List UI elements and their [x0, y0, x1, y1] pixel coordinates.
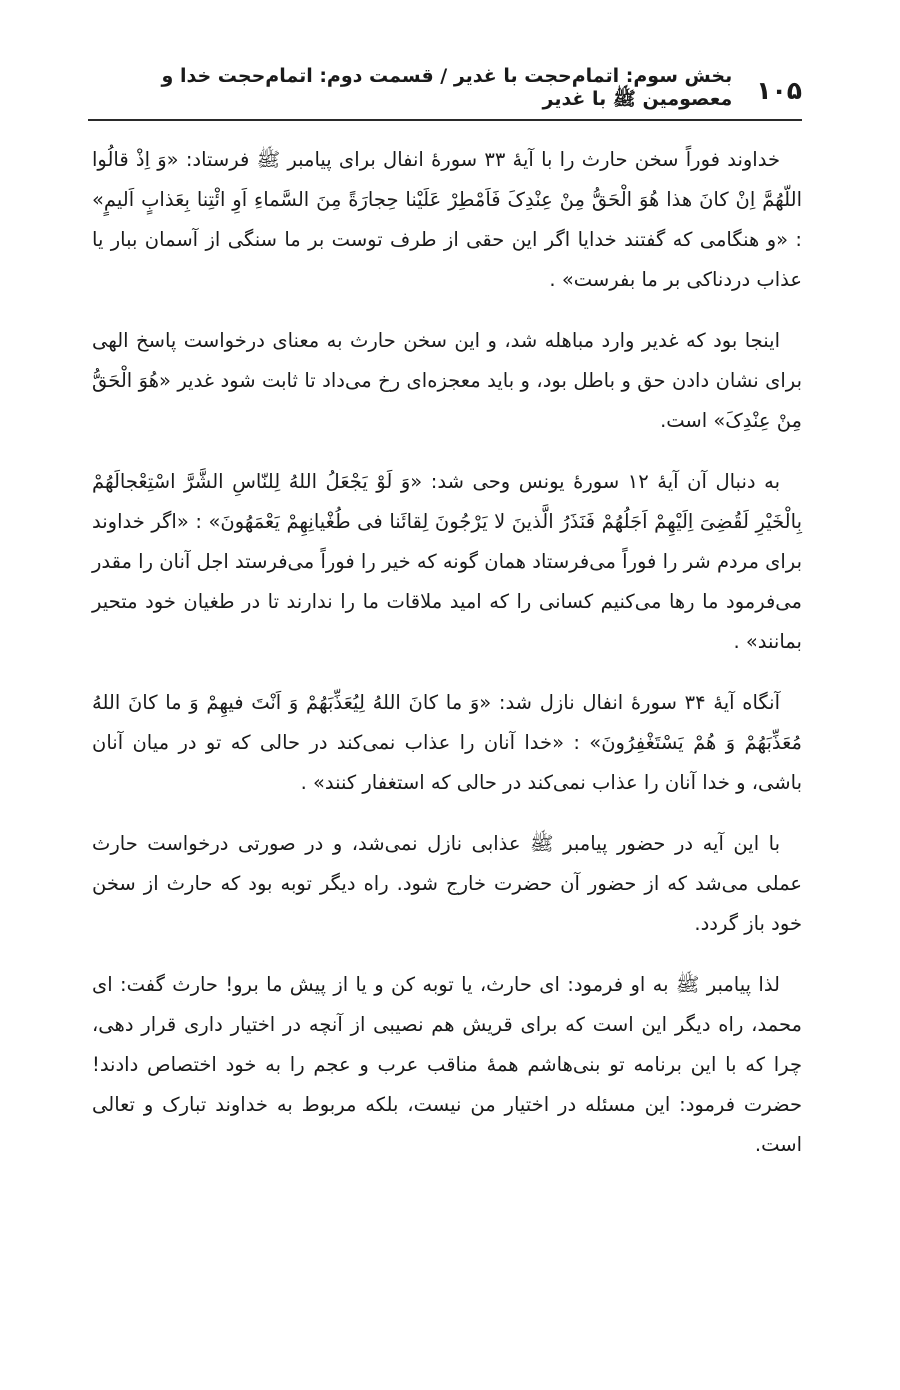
- paragraph: خداوند فوراً سخن حارث را با آیهٔ ۳۳ سورهٔ انفال برای پیامبر ﷺ فرستاد: «وَ اِذْ قالُوا اللّهُمَّ اِنْ کانَ هذا هُوَ الْحَقُّ مِنْ عِنْدِکَ فَاَمْطِرْ عَلَیْنا حِجارَةً مِنَ السَّماءِ اَوِ ائْتِنا بِعَذابٍ اَلیمٍ» : «و هنگامی که گفتند خدایا اگر این حقی از طرف توست بر ما سنگی از آسمان ببار یا عذاب دردناکی بر ما بفرست» .: [92, 148, 802, 291]
- page-number: ۱۰۵: [756, 75, 802, 105]
- paragraph: لذا پیامبر ﷺ به او فرمود: ای حارث، یا توبه کن و یا از پیش ما برو! حارث گفت: ای محمد، راه دیگر این است که برای قریش هم نصیبی از آنچه در اختیار داری قرار دهی، چرا که با این برنامه تو بنی‌هاشم همهٔ مناقب عرب و عجم را به خود اختصاص دادند! حضرت فرمود: این مسئله در اختیار من نیست، بلکه مربوط به خداوند تبارک و تعالی است.: [92, 973, 802, 1156]
- header-divider: [88, 119, 802, 121]
- running-header: [88, 65, 802, 110]
- paragraph: آنگاه آیهٔ ۳۴ سورهٔ انفال نازل شد: «وَ ما کانَ اللهُ لِیُعَذِّبَهُمْ وَ اَنْتَ فیهِمْ وَ ما کانَ اللهُ مُعَذِّبَهُمْ وَ هُمْ یَسْتَغْفِرُونَ» : «خدا آنان را عذاب نمی‌کند در حالی که تو در میان آنان باشی، و خدا آنان را عذاب نمی‌کند در حالی که استغفار کنند» .: [92, 691, 802, 794]
- paragraph: به دنبال آن آیهٔ ۱۲ سورهٔ یونس وحی شد: «وَ لَوْ یَجْعَلُ اللهُ لِلنّاسِ الشَّرَّ اسْتِعْجالَهُمْ بِالْخَیْرِ لَقُضِیَ اِلَیْهِمْ اَجَلُهُمْ فَنَذَرُ الَّذینَ لا یَرْجُونَ لِقائَنا فی طُغْیانِهِمْ یَعْمَهُونَ» : «اگر خداوند برای مردم شر را فوراً می‌فرستاد همان گونه که خیر را فوراً می‌فرستد اجل آنان را مقدر می‌فرمود ما رها می‌کنیم کسانی را که امید ملاقات ما را ندارند تا در طغیان خود متحیر بمانند» .: [92, 470, 802, 653]
- paragraph: با این آیه در حضور پیامبر ﷺ عذابی نازل نمی‌شد، و در صورتی درخواست حارث عملی می‌شد که از حضور آن حضرت خارج شود. راه دیگر توبه بود که حارث از سخن خود باز گردد.: [92, 832, 802, 935]
- paragraph: اینجا بود که غدیر وارد مباهله شد، و این سخن حارث به معنای درخواست پاسخ الهی برای نشان دادن حق و باطل بود، و باید معجزه‌ای رخ می‌داد تا ثابت شود غدیر «هُوَ الْحَقُّ مِنْ عِنْدِکَ» است.: [92, 329, 802, 432]
- running-title: بخش سوم: اتمام‌حجت با غدیر / قسمت دوم: اتمام‌حجت خدا و معصومین ﷺ با غدیر: [161, 65, 733, 110]
- body-text: [92, 140, 802, 1165]
